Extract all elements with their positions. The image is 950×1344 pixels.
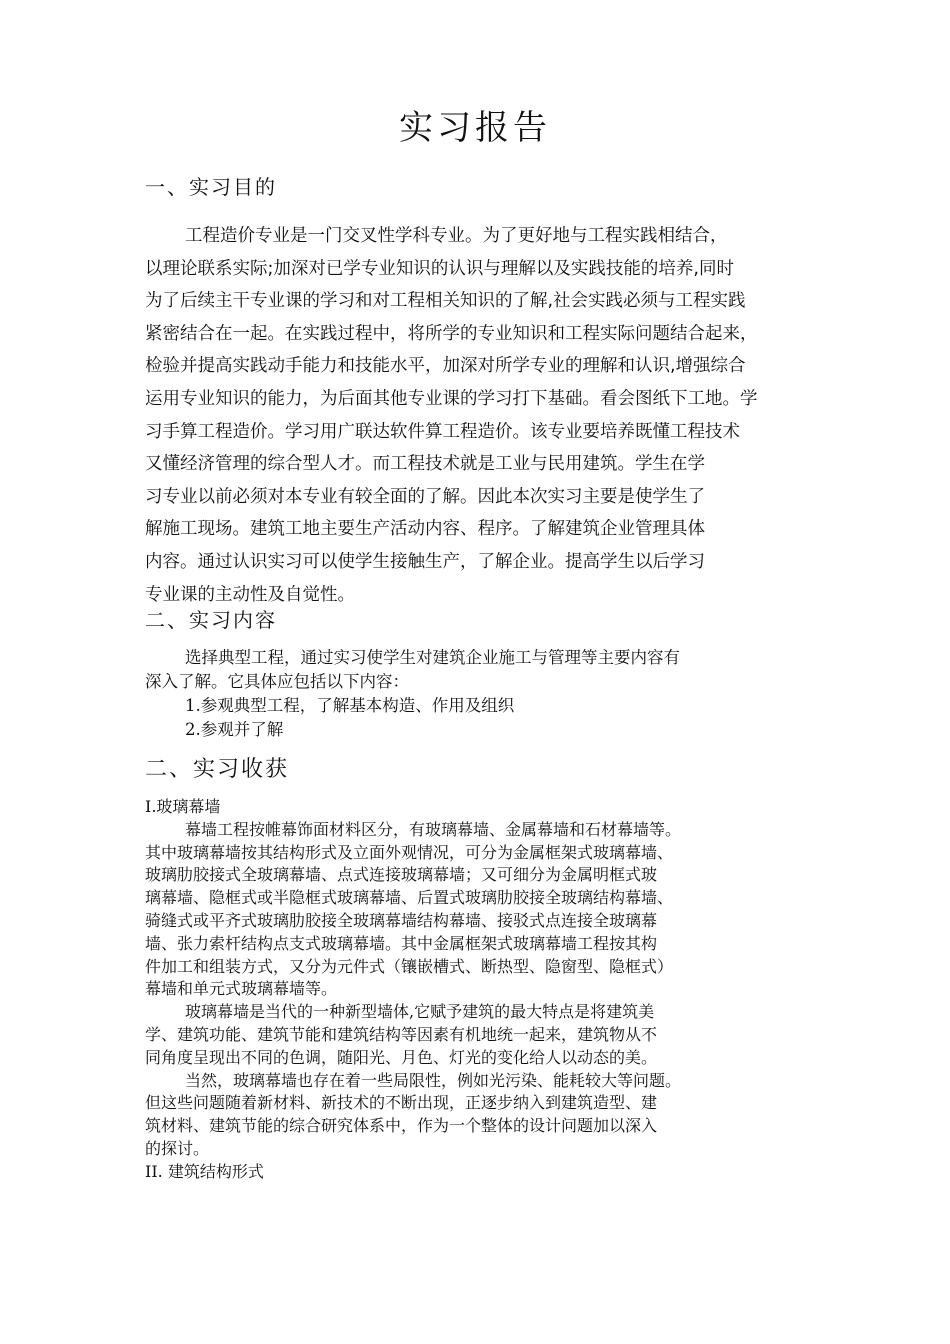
paragraph-line: 紧密结合在一起。在实践过程中，将所学的专业知识和工程实际问题结合起来， bbox=[145, 323, 758, 344]
purpose-paragraph bbox=[145, 220, 835, 611]
paragraph-line: 玻璃肋胶接式全玻璃幕墙、点式连接玻璃幕墙；又可细分为金属明框式玻 bbox=[145, 865, 658, 885]
paragraph-line: 习手算工程造价。学习用广联达软件算工程造价。该专业要培养既懂工程技术 bbox=[145, 421, 740, 442]
paragraph-line: 玻璃幕墙是当代的一种新型墙体,它赋予建筑的最大特点是将建筑美 bbox=[185, 1002, 655, 1022]
content-paragraph bbox=[145, 646, 835, 742]
paragraph-line: 又懂经济管理的综合型人才。而工程技术就是工业与民用建筑。学生在学 bbox=[145, 454, 705, 475]
paragraph-line: 解施工现场。建筑工地主要生产活动内容、程序。了解建筑企业管理具体 bbox=[145, 519, 705, 540]
gains-paragraph bbox=[145, 796, 835, 1184]
paragraph-line: 内容。通过认识实习可以使学生接触生产，了解企业。提高学生以后学习 bbox=[145, 551, 705, 572]
section-heading-content: 二、实习内容 bbox=[145, 608, 277, 632]
paragraph-line: 筑材料、建筑节能的综合研究体系中，作为一个整体的设计问题加以深入 bbox=[145, 1116, 658, 1136]
paragraph-line: 幕墙工程按帷幕饰面材料区分，有玻璃幕墙、金属幕墙和石材幕墙等。 bbox=[185, 819, 682, 839]
paragraph-line: 璃幕墙、隐框式或半隐框式玻璃幕墙、后置式玻璃肋胶接全玻璃结构幕墙、 bbox=[145, 888, 674, 908]
section-heading-purpose: 一、实习目的 bbox=[145, 175, 277, 199]
paragraph-line: 幕墙和单元式玻璃幕墙等。 bbox=[145, 979, 338, 999]
document-title: 实习报告 bbox=[399, 108, 551, 148]
paragraph-line: 深入了解。它具体应包括以下内容： bbox=[145, 672, 409, 691]
paragraph-line: 选择典型工程，通过实习使学生对建筑企业施工与管理等主要内容有 bbox=[185, 648, 680, 667]
subheading-building-structure: II. 建筑结构形式 bbox=[145, 1161, 264, 1181]
paragraph-line: 墙、张力索杆结构点支式玻璃幕墙。其中金属框架式玻璃幕墙工程按其构 bbox=[145, 933, 658, 953]
paragraph-line: 其中玻璃幕墙按其结构形式及立面外观情况，可分为金属框架式玻璃幕墙、 bbox=[145, 842, 674, 862]
paragraph-line: 件加工和组装方式，又分为元件式（镶嵌槽式、断热型、隐窗型、隐框式） bbox=[145, 956, 674, 976]
paragraph-line: 骑缝式或平齐式玻璃肋胶接全玻璃幕墙结构幕墙、接驳式点连接全玻璃幕 bbox=[145, 910, 658, 930]
section-heading-gains: 二、实习收获 bbox=[145, 757, 290, 782]
subheading-glass-curtain-wall: I.玻璃幕墙 bbox=[145, 797, 221, 816]
paragraph-line: 以理论联系实际;加深对已学专业知识的认识与理解以及实践技能的培养,同时 bbox=[145, 258, 734, 279]
list-item: 1.参观典型工程，了解基本构造、作用及组织 bbox=[185, 696, 515, 715]
list-item: 2.参观并了解 bbox=[185, 720, 284, 739]
paragraph-line: 检验并提高实践动手能力和技能水平，加深对所学专业的理解和认识,增强综合 bbox=[145, 356, 746, 377]
paragraph-line: 为了后续主干专业课的学习和对工程相关知识的了解,社会实践必须与工程实践 bbox=[145, 291, 746, 312]
paragraph-line: 的探讨。 bbox=[145, 1138, 210, 1158]
paragraph-line: 当然，玻璃幕墙也存在着一些局限性，例如光污染、能耗较大等问题。 bbox=[185, 1070, 682, 1090]
paragraph-line: 但这些问题随着新材料、新技术的不断出现，正逐步纳入到建筑造型、建 bbox=[145, 1093, 658, 1113]
paragraph-line: 工程造价专业是一门交叉性学科专业。为了更好地与工程实践相结合， bbox=[185, 226, 728, 246]
paragraph-line: 学、建筑功能、建筑节能和建筑结构等因素有机地统一起来，建筑物从不 bbox=[145, 1024, 658, 1044]
paragraph-line: 运用专业知识的能力，为后面其他专业课的学习打下基础。看会图纸下工地。学 bbox=[145, 388, 758, 409]
paragraph-line: 习专业以前必须对本专业有较全面的了解。因此本次实习主要是使学生了 bbox=[145, 486, 705, 507]
paragraph-line: 专业课的主动性及自觉性。 bbox=[145, 584, 355, 605]
paragraph-line: 同角度呈现出不同的色调，随阳光、月色、灯光的变化给人以动态的美。 bbox=[145, 1047, 658, 1067]
